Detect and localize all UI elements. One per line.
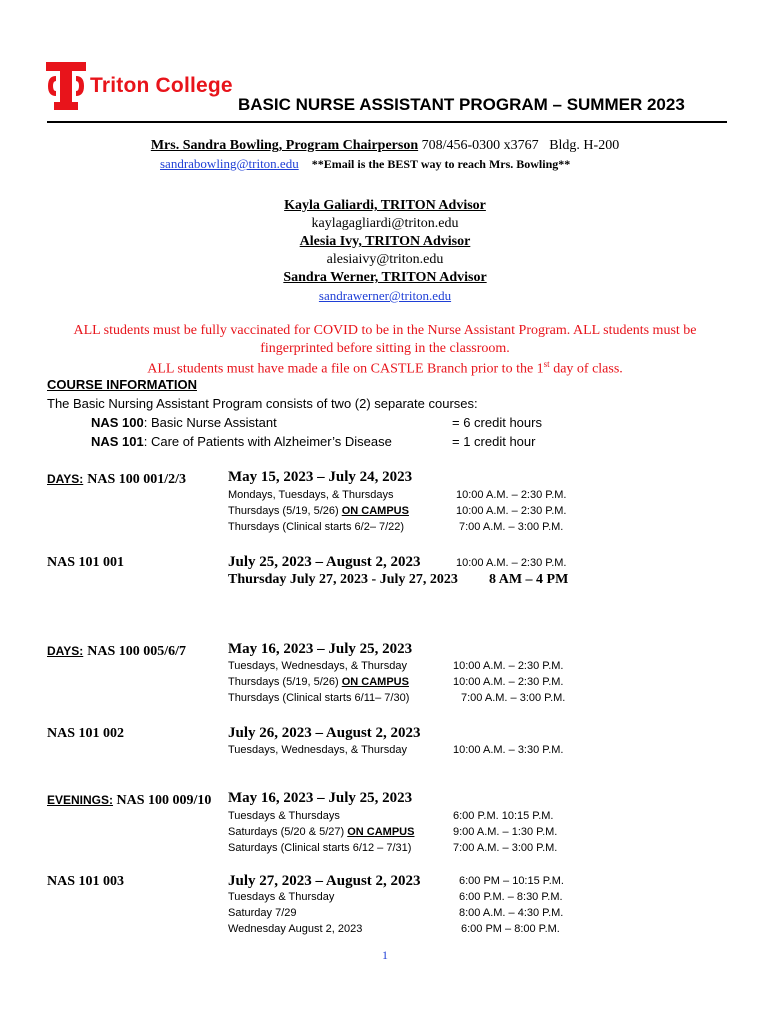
- header-rule: [47, 121, 727, 123]
- course-nas101-credits: = 1 credit hour: [452, 434, 536, 449]
- advisor-1-email: kaylagagliardi@triton.edu: [311, 216, 459, 231]
- s4-row-1-days: Tuesdays, Wednesdays, & Thursday: [228, 744, 407, 756]
- college-name: Triton College: [90, 74, 233, 97]
- course-nas100: NAS 100: Basic Nurse Assistant: [91, 415, 277, 430]
- chair-phone: 708/456-0300 x3767: [421, 138, 539, 153]
- section-1-label: DAYS: NAS 100 001/2/3: [47, 472, 187, 487]
- section-5-label: EVENINGS: NAS 100 009/10: [47, 793, 212, 808]
- page-number: 1: [382, 948, 388, 962]
- s6-row-1-days: Tuesdays & Thursday: [228, 891, 335, 903]
- course-nas100-credits: = 6 credit hours: [452, 415, 542, 430]
- course-info-heading: COURSE INFORMATION: [47, 377, 197, 392]
- section-6-first-time: 6:00 PM – 10:15 P.M.: [459, 875, 564, 887]
- s1-row-2-days: Thursdays (5/19, 5/26) ON CAMPUS: [228, 505, 409, 517]
- s3-row-3-days: Thursdays (Clinical starts 6/11– 7/30): [228, 692, 410, 704]
- section-2-code: NAS 101 001: [47, 555, 125, 570]
- advisor-1-name: Kayla Galiardi, TRITON Advisor: [284, 198, 486, 213]
- chair-email-line: [160, 156, 570, 172]
- s6-row-2-days: Saturday 7/29: [228, 907, 297, 919]
- chair-bldg: Bldg. H-200: [549, 138, 620, 153]
- triton-logo: [46, 62, 86, 110]
- s3-row-1-time: 10:00 A.M. – 2:30 P.M.: [453, 660, 564, 672]
- course-nas101: NAS 101: Care of Patients with Alzheimer’s Disease: [91, 434, 392, 449]
- section-4-code: NAS 101 002: [47, 726, 125, 741]
- s1-row-3-time: 7:00 A.M. – 3:00 P.M.: [459, 521, 564, 533]
- s5-row-1-days: Tuesdays & Thursdays: [228, 810, 340, 822]
- s6-row-3-days: Wednesday August 2, 2023: [228, 923, 363, 935]
- triton-tc-logo-icon: [46, 62, 86, 110]
- s5-row-3-days: Saturdays (Clinical starts 6/12 – 7/31): [228, 842, 412, 854]
- advisor-3-email-link[interactable]: sandrawerner@triton.edu: [318, 288, 452, 303]
- section-6-code: NAS 101 003: [47, 874, 125, 889]
- s3-row-3-time: 7:00 A.M. – 3:00 P.M.: [461, 692, 566, 704]
- notice-line-3: ALL students must have made a file on CASTLE Branch prior to the 1st day of class.: [147, 359, 623, 377]
- notice-line-2: fingerprinted before sitting in the classroom.: [260, 341, 510, 356]
- s4-row-1-time: 10:00 A.M. – 3:30 P.M.: [453, 744, 564, 756]
- s5-row-1-time: 6:00 P.M. 10:15 P.M.: [453, 810, 554, 822]
- program-title: BASIC NURSE ASSISTANT PROGRAM – SUMMER 2023: [238, 95, 685, 114]
- s3-row-2-time: 10:00 A.M. – 2:30 P.M.: [453, 676, 564, 688]
- section-3-label: DAYS: NAS 100 005/6/7: [47, 644, 187, 659]
- s3-row-1-days: Tuesdays, Wednesdays, & Thursday: [228, 660, 407, 672]
- s5-row-2-time: 9:00 A.M. – 1:30 P.M.: [453, 826, 558, 838]
- s6-row-1-time: 6:00 P.M. – 8:30 P.M.: [459, 891, 563, 903]
- s6-row-2-time: 8:00 A.M. – 4:30 P.M.: [459, 907, 564, 919]
- s1-row-1-days: Mondays, Tuesdays, & Thursdays: [228, 489, 394, 501]
- section-6-dates: July 27, 2023 – August 2, 2023: [228, 873, 421, 889]
- s5-row-2-days: Saturdays (5/20 & 5/27) ON CAMPUS: [228, 826, 415, 838]
- section-1-dates: May 15, 2023 – July 24, 2023: [228, 469, 413, 485]
- section-5-dates: May 16, 2023 – July 25, 2023: [228, 790, 413, 806]
- s1-row-1-time: 10:00 A.M. – 2:30 P.M.: [456, 489, 567, 501]
- section-2-extra-date: Thursday July 27, 2023 - July 27, 2023: [228, 572, 458, 587]
- advisor-2-email: alesiaivy@triton.edu: [326, 252, 444, 267]
- course-info-intro: The Basic Nursing Assistant Program consists of two (2) separate courses:: [47, 396, 478, 411]
- section-3-dates: May 16, 2023 – July 25, 2023: [228, 641, 413, 657]
- chair-note: **Email is the BEST way to reach Mrs. Bowling**: [311, 157, 571, 171]
- chair-name: Mrs. Sandra Bowling, Program Chairperson: [150, 138, 419, 153]
- section-2-dates: July 25, 2023 – August 2, 2023: [228, 554, 421, 570]
- section-4-dates: July 26, 2023 – August 2, 2023: [228, 725, 421, 741]
- advisor-2-name: Alesia Ivy, TRITON Advisor: [299, 234, 471, 249]
- s3-row-2-days: Thursdays (5/19, 5/26) ON CAMPUS: [228, 676, 409, 688]
- section-2-time: 10:00 A.M. – 2:30 P.M.: [456, 557, 567, 569]
- chair-email-link[interactable]: sandrabowling@triton.edu: [160, 156, 299, 171]
- chair-line: [0, 138, 770, 154]
- advisor-3-name: Sandra Werner, TRITON Advisor: [283, 270, 487, 285]
- section-2-extra-time: 8 AM – 4 PM: [489, 572, 569, 587]
- s6-row-3-time: 6:00 PM – 8:00 P.M.: [461, 923, 560, 935]
- notice-line-1: ALL students must be fully vaccinated for COVID to be in the Nurse Assistant Program. ALL students must be: [73, 323, 697, 338]
- s1-row-2-time: 10:00 A.M. – 2:30 P.M.: [456, 505, 567, 517]
- s5-row-3-time: 7:00 A.M. – 3:00 P.M.: [453, 842, 558, 854]
- s1-row-3-days: Thursdays (Clinical starts 6/2– 7/22): [228, 521, 405, 533]
